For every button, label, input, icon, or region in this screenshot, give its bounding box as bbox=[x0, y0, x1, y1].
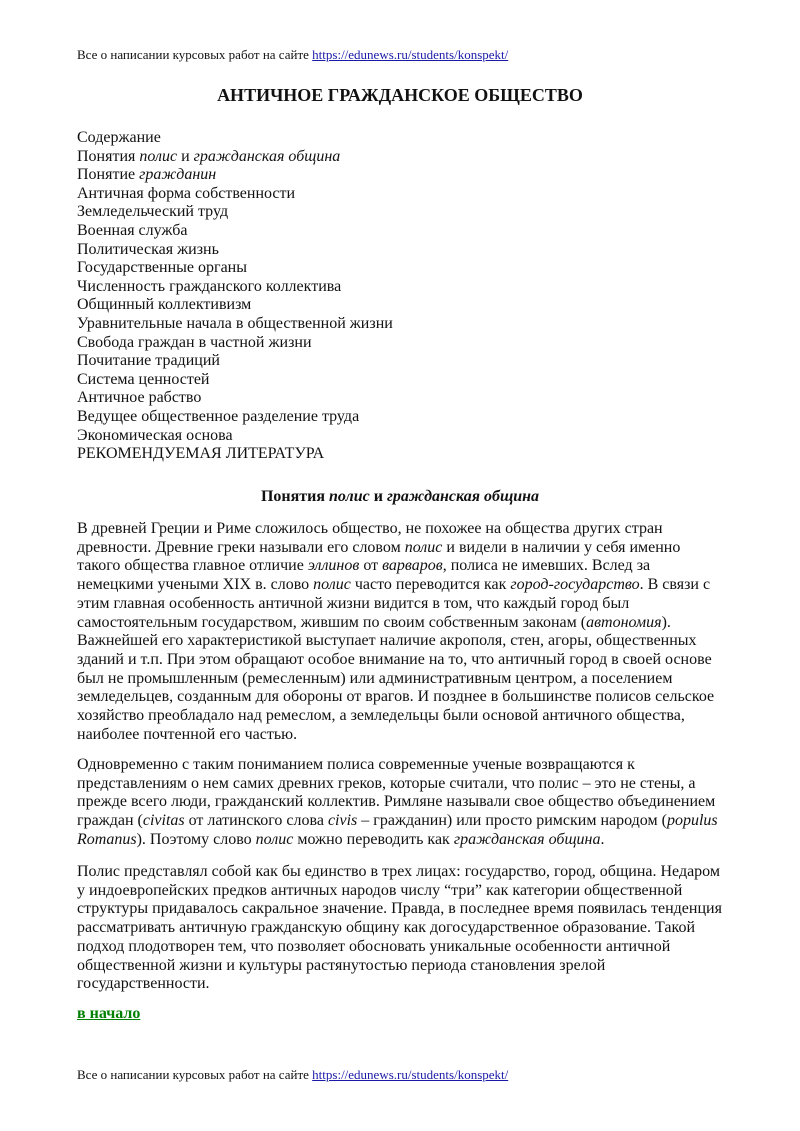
paragraph: Полис представлял собой как бы единство в трех лицах: государство, город, община. Недаром у индоевропейских предков античных народов числу “три” как категории общественной структуры придавалось сакральное значение. Правда, в последнее время появилась тенденция рассматривать античную гражданскую общину как догосударственное образование. Такой подход плодотворен тем, что позволяет обосновать уникальные особенности античной общественной жизни и культуры растянутостью периода становления зрелой государственности. bbox=[77, 863, 722, 993]
header-link[interactable]: https://edunews.ru/students/konspekt/ bbox=[312, 47, 509, 62]
section-heading-italic: полис bbox=[329, 488, 370, 505]
toc-item[interactable]: Экономическая основа bbox=[77, 426, 233, 444]
toc-item[interactable]: Почитание традиций bbox=[77, 352, 220, 370]
paragraph-italic: civis bbox=[327, 812, 358, 830]
paragraph-text: . В связи с этим главная особенность античной жизни видится в том, что каждый город был самостоятельным государством, жившим по своим собственным законам ( bbox=[77, 576, 711, 631]
toc-item[interactable]: Система ценностей bbox=[77, 370, 210, 388]
toc-item[interactable]: Общинный коллективизм bbox=[77, 296, 252, 314]
section-heading bbox=[0, 487, 800, 507]
toc-item[interactable]: Государственные органы bbox=[77, 259, 247, 277]
toc-item[interactable]: Свобода граждан в частной жизни bbox=[77, 333, 312, 351]
toc-item-italic: гражданская община bbox=[193, 147, 341, 165]
toc-item[interactable]: Военная служба bbox=[77, 221, 188, 239]
paragraph-text: от bbox=[363, 557, 379, 575]
back-to-top-link[interactable]: в начало bbox=[77, 1005, 141, 1022]
toc-item[interactable] bbox=[77, 166, 393, 185]
paragraph-italic: гражданская община bbox=[453, 830, 601, 848]
paragraph-italic: populus Romanus bbox=[77, 812, 718, 848]
toc-item[interactable] bbox=[77, 148, 393, 167]
section-heading-text: и bbox=[373, 488, 383, 505]
toc-item[interactable]: Численность гражданского коллектива bbox=[77, 277, 342, 295]
paragraph-text: . bbox=[600, 830, 605, 848]
toc-item-text: Понятие bbox=[77, 166, 136, 184]
paragraph-text: от латинского слова bbox=[188, 812, 324, 830]
toc-item-text: Понятия bbox=[77, 147, 136, 165]
toc-item[interactable]: Уравнительные начала в общественной жизни bbox=[77, 314, 393, 332]
paragraph-text: – гражданин) или просто римским народом ( bbox=[361, 812, 667, 830]
paragraph-italic: город-государство bbox=[510, 576, 640, 594]
paragraph-text: можно переводить как bbox=[297, 830, 450, 848]
footer-text: Все о написании курсовых работ на сайте bbox=[77, 1067, 309, 1082]
table-of-contents bbox=[77, 129, 393, 464]
footer-link[interactable]: https://edunews.ru/students/konspekt/ bbox=[312, 1067, 509, 1082]
back-to-top bbox=[77, 1005, 140, 1023]
paragraph bbox=[77, 756, 727, 850]
paragraph-italic: полис bbox=[255, 830, 294, 848]
paragraph-text: , полиса не имевших. Вслед за немецкими учеными XIX в. слово bbox=[77, 557, 651, 594]
paragraph-text: и видели в наличии у себя именно такого общества главное отличие bbox=[77, 538, 681, 575]
paragraph-text: Одновременно с таким пониманием полиса современные ученые возвращаются к представлениям о нем самих древних греков, которые считали, что полис – это не стены, а прежде всего люди, гражданский коллектив. Римляне называли свое общество объединением граждан ( bbox=[77, 756, 716, 830]
paragraph-italic: эллинов bbox=[307, 557, 360, 575]
toc-heading: Содержание bbox=[77, 129, 161, 146]
toc-item-italic: гражданин bbox=[139, 166, 217, 184]
toc-item[interactable]: Античное рабство bbox=[77, 389, 202, 407]
paragraph-italic: civitas bbox=[142, 812, 185, 830]
header-text: Все о написании курсовых работ на сайте bbox=[77, 47, 309, 62]
toc-item[interactable]: Политическая жизнь bbox=[77, 240, 219, 258]
toc-item[interactable]: Античная форма собственности bbox=[77, 184, 296, 202]
toc-item-italic: полис bbox=[139, 147, 178, 165]
toc-item-text: и bbox=[181, 147, 190, 165]
paragraph-text: часто переводится как bbox=[354, 576, 507, 594]
paragraph bbox=[77, 520, 727, 744]
toc-item[interactable]: Ведущее общественное разделение труда bbox=[77, 407, 360, 425]
toc-item[interactable]: РЕКОМЕНДУЕМАЯ ЛИТЕРАТУРА bbox=[77, 445, 325, 463]
page-header bbox=[77, 47, 508, 63]
paragraph-text: ). Поэтому слово bbox=[136, 830, 252, 848]
section-heading-text: Понятия bbox=[260, 488, 325, 505]
paragraph-italic: полис bbox=[313, 576, 351, 594]
paragraph-italic: полис bbox=[404, 538, 443, 556]
paragraph-text: ). Важнейшей его характеристикой выступает наличие акрополя, стен, агоры, общественных зданий и т.п. При этом обращают особое внимание на то, что античный город в своей основе был не промышленным (ремесленным) или административным центром, а поселением земледельцев, созданным для обороны от врагов. И позднее в большинстве полисов сельское хозяйство преобладало над ремеслом, а земледельцы были основой античного общества, наиболее почтенной его частью. bbox=[77, 613, 715, 743]
paragraph-italic: варваров bbox=[382, 557, 443, 575]
paragraph-italic: автономия bbox=[586, 613, 662, 631]
section-heading-italic: гражданская община bbox=[386, 488, 540, 505]
page-footer bbox=[77, 1067, 508, 1083]
toc-item[interactable]: Земледельческий труд bbox=[77, 203, 229, 221]
document-title: АНТИЧНОЕ ГРАЖДАНСКОЕ ОБЩЕСТВО bbox=[217, 85, 583, 105]
paragraph-text: В древней Греции и Риме сложилось общество, не похожее на общества других стран древности. Древние греки называли его словом bbox=[77, 520, 663, 556]
